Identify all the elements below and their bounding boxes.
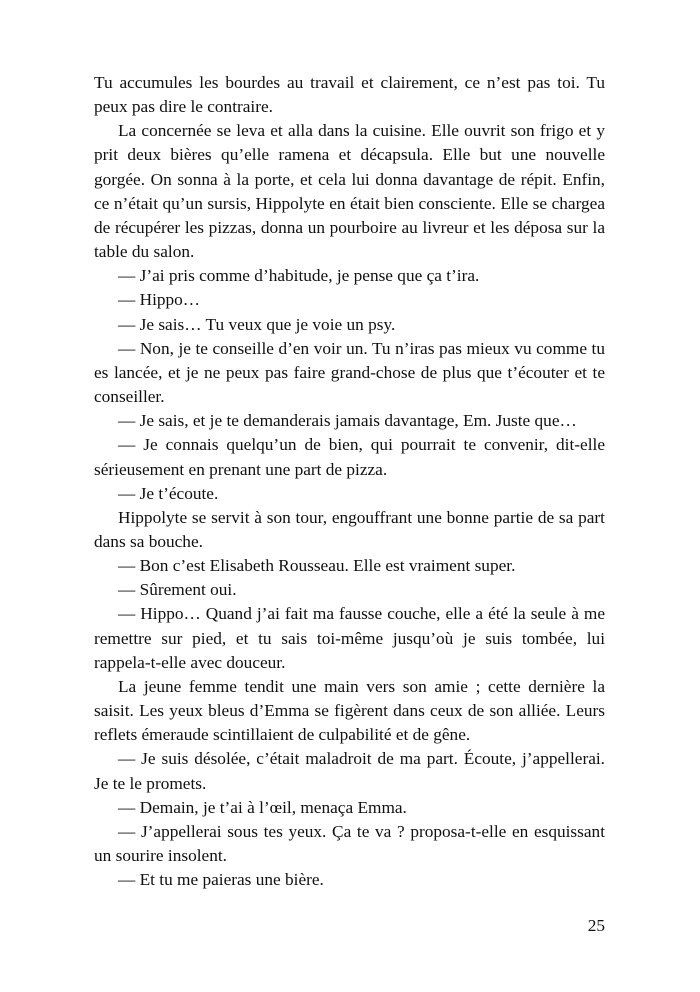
page-number: 25 xyxy=(587,916,605,935)
dialogue-line: — Et tu me paieras une bière. xyxy=(118,870,324,890)
dialogue-line: — Je connais quelqu’un de bien, qui pourrait te convenir, dit-elle sérieusement en prenant une part de pizza. xyxy=(94,435,605,479)
paragraph: Hippolyte se servit à son tour, engouffrant une bonne partie de sa part dans sa bouche. xyxy=(94,507,605,551)
dialogue-line: — Je sais, et je te demanderais jamais davantage, Em. Juste que… xyxy=(118,411,577,431)
body-text xyxy=(94,71,605,892)
dialogue-line: — J’ai pris comme d’habitude, je pense que ça t’ira. xyxy=(118,266,480,286)
paragraph: La jeune femme tendit une main vers son amie ; cette dernière la saisit. Les yeux bleus d’Emma se figèrent dans ceux de son alliée. Leurs reflets émeraude scintillaient de culpabilité et de gêne. xyxy=(94,676,605,745)
dialogue-line: — Sûrement oui. xyxy=(118,580,237,600)
dialogue-line: — Non, je te conseille d’en voir un. Tu n’iras pas mieux vu comme tu es lancée, et je ne peux pas faire grand-chose de plus que t’écouter et te conseiller. xyxy=(94,338,605,407)
paragraph: La concernée se leva et alla dans la cuisine. Elle ouvrit son frigo et y prit deux bières qu’elle ramena et décapsula. Elle but une nouvelle gorgée. On sonna à la porte, et cela lui donna davantage de répit. Enfin, ce n’était qu’un sursis, Hippolyte en était bien consciente. Elle se chargea de récupérer les pizzas, donna un pourboire au livreur et les déposa sur la table du salon. xyxy=(94,121,605,262)
dialogue-line: — Hippo… xyxy=(118,290,201,310)
dialogue-line: — Demain, je t’ai à l’œil, menaça Emma. xyxy=(118,797,407,817)
dialogue-line: — Je sais… Tu veux que je voie un psy. xyxy=(118,314,396,334)
dialogue-line: — J’appellerai sous tes yeux. Ça te va ? proposa-t-elle en esquissant un sourire insolent. xyxy=(94,821,605,865)
dialogue-line: — Je t’écoute. xyxy=(118,483,219,503)
dialogue-line: — Je suis désolée, c’était maladroit de ma part. Écoute, j’appellerai. Je te le promets. xyxy=(94,749,605,793)
dialogue-line: — Bon c’est Elisabeth Rousseau. Elle est vraiment super. xyxy=(118,556,516,576)
paragraph: Tu accumules les bourdes au travail et clairement, ce n’est pas toi. Tu peux pas dire le contraire. xyxy=(94,73,605,117)
dialogue-line: — Hippo… Quand j’ai fait ma fausse couche, elle a été la seule à me remettre sur pied, et tu sais toi-même jusqu’où je suis tombée, lui rappela-t-elle avec douceur. xyxy=(94,604,605,672)
